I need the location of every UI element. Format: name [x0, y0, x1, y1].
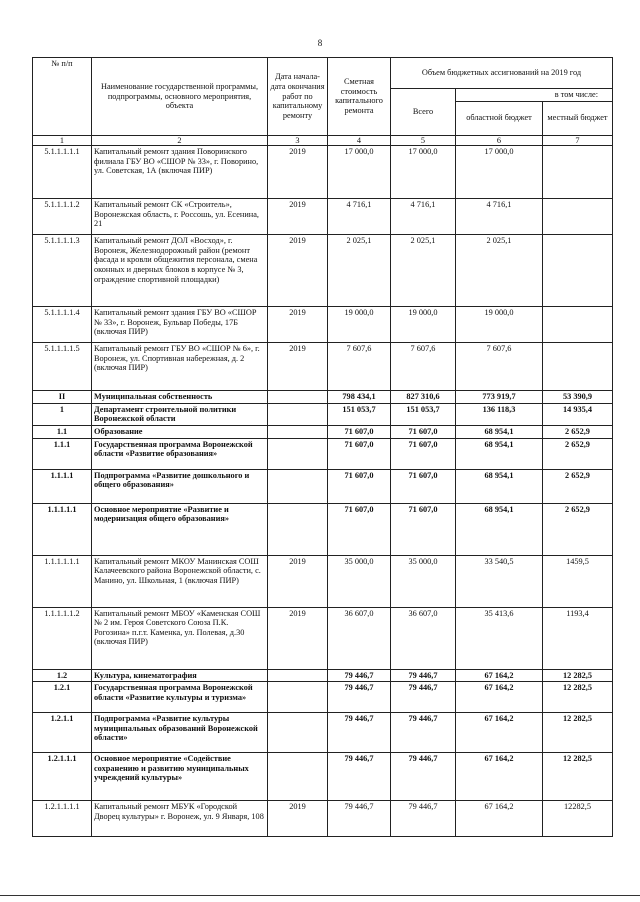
row-total: 7 607,6	[391, 343, 456, 391]
row-cost: 79 446,7	[328, 669, 391, 682]
row-name: Культура, кинематография	[92, 669, 268, 682]
table-row	[33, 503, 613, 555]
table-row	[33, 682, 613, 713]
row-regional: 68 954,1	[456, 503, 543, 555]
row-regional: 17 000,0	[456, 146, 543, 199]
row-num: 1.2.1.1	[33, 713, 92, 753]
row-num: 1.2.1.1.1.1	[33, 801, 92, 837]
table-row	[33, 199, 613, 235]
column-number: 5	[391, 135, 456, 146]
row-num: 1.1.1.1.1.2	[33, 607, 92, 669]
row-cost: 71 607,0	[328, 503, 391, 555]
row-num: 1.2.1.1.1	[33, 753, 92, 801]
row-regional: 68 954,1	[456, 425, 543, 438]
row-local: 12 282,5	[543, 753, 613, 801]
row-name: Капитальный ремонт здания ГБУ ВО «СШОР № 33», г. Воронеж, Бульвар Победы, 17Б (включая ПИР)	[92, 307, 268, 343]
row-total: 17 000,0	[391, 146, 456, 199]
column-number-row	[33, 135, 613, 146]
row-cost: 71 607,0	[328, 438, 391, 469]
row-name: Подпрограмма «Развитие культуры муниципальных образований Воронежской области»	[92, 713, 268, 753]
row-date: 2019	[268, 555, 328, 607]
row-num: II	[33, 391, 92, 404]
column-number: 7	[543, 135, 613, 146]
row-date: 2019	[268, 199, 328, 235]
table-row	[33, 713, 613, 753]
row-date: 2019	[268, 343, 328, 391]
row-cost: 79 446,7	[328, 801, 391, 837]
row-name: Капитальный ремонт МБОУ «Каменская СОШ № 2 им. Героя Советского Союза П.К. Рогозина» п.г.т. Каменка, ул. Полевая, д.30 (включая ПИР)	[92, 607, 268, 669]
table-row	[33, 235, 613, 307]
row-cost: 2 025,1	[328, 235, 391, 307]
row-total: 79 446,7	[391, 801, 456, 837]
row-cost: 36 607,0	[328, 607, 391, 669]
row-total: 151 053,7	[391, 403, 456, 425]
row-local: 1193,4	[543, 607, 613, 669]
row-regional: 136 118,3	[456, 403, 543, 425]
row-date	[268, 669, 328, 682]
row-name: Основное мероприятие «Содействие сохранению и развитию муниципальных учреждений культуры»	[92, 753, 268, 801]
header-num: № п/п	[33, 58, 92, 136]
row-num: 1.1.1.1.1	[33, 503, 92, 555]
row-local: 2 652,9	[543, 469, 613, 503]
row-name: Государственная программа Воронежской области «Развитие образования»	[92, 438, 268, 469]
table-row	[33, 307, 613, 343]
row-date	[268, 682, 328, 713]
row-cost: 79 446,7	[328, 753, 391, 801]
row-date: 2019	[268, 607, 328, 669]
table-row	[33, 753, 613, 801]
row-name: Капитальный ремонт ГБУ ВО «СШОР № 6», г. Воронеж, ул. Спортивная набережная, д. 2 (включая ПИР)	[92, 343, 268, 391]
row-regional: 7 607,6	[456, 343, 543, 391]
row-total: 35 000,0	[391, 555, 456, 607]
row-num: 5.1.1.1.1.4	[33, 307, 92, 343]
row-total: 79 446,7	[391, 669, 456, 682]
row-cost: 7 607,6	[328, 343, 391, 391]
row-cost: 17 000,0	[328, 146, 391, 199]
row-date	[268, 503, 328, 555]
row-local: 1459,5	[543, 555, 613, 607]
row-regional: 773 919,7	[456, 391, 543, 404]
row-regional: 67 164,2	[456, 682, 543, 713]
row-cost: 71 607,0	[328, 425, 391, 438]
row-date: 2019	[268, 146, 328, 199]
row-local	[543, 199, 613, 235]
row-total: 79 446,7	[391, 682, 456, 713]
row-name: Капитальный ремонт здания Поворинского филиала ГБУ ВО «СШОР № 33», г. Поворино, ул. Советская, 1А (включая ПИР)	[92, 146, 268, 199]
column-number: 4	[328, 135, 391, 146]
row-local: 12 282,5	[543, 669, 613, 682]
row-regional: 67 164,2	[456, 669, 543, 682]
row-num: 1.1	[33, 425, 92, 438]
row-total: 71 607,0	[391, 503, 456, 555]
row-local: 2 652,9	[543, 425, 613, 438]
row-local	[543, 343, 613, 391]
row-cost: 79 446,7	[328, 713, 391, 753]
table-row	[33, 669, 613, 682]
row-date	[268, 469, 328, 503]
row-num: 1.1.1.1	[33, 469, 92, 503]
row-name: Муниципальная собственность	[92, 391, 268, 404]
row-local: 53 390,9	[543, 391, 613, 404]
row-local: 12282,5	[543, 801, 613, 837]
table-row	[33, 801, 613, 837]
row-name: Капитальный ремонт МБУК «Городской Дворец культуры» г. Воронеж, ул. 9 Января, 108	[92, 801, 268, 837]
row-total: 2 025,1	[391, 235, 456, 307]
row-local: 12 282,5	[543, 682, 613, 713]
row-regional: 67 164,2	[456, 801, 543, 837]
row-local: 14 935,4	[543, 403, 613, 425]
table-row	[33, 425, 613, 438]
row-local	[543, 235, 613, 307]
row-name: Государственная программа Воронежской области «Развитие культуры и туризма»	[92, 682, 268, 713]
row-regional: 35 413,6	[456, 607, 543, 669]
column-number: 6	[456, 135, 543, 146]
row-regional: 2 025,1	[456, 235, 543, 307]
row-num: 5.1.1.1.1.3	[33, 235, 92, 307]
row-total: 71 607,0	[391, 425, 456, 438]
row-regional: 67 164,2	[456, 713, 543, 753]
table-row	[33, 607, 613, 669]
row-date: 2019	[268, 235, 328, 307]
row-local: 2 652,9	[543, 438, 613, 469]
row-regional: 68 954,1	[456, 438, 543, 469]
row-num: 5.1.1.1.1.1	[33, 146, 92, 199]
row-regional: 67 164,2	[456, 753, 543, 801]
table-row	[33, 391, 613, 404]
row-date	[268, 391, 328, 404]
table-row	[33, 343, 613, 391]
row-date	[268, 713, 328, 753]
header-cost: Сметная стоимость капитального ремонта	[328, 58, 391, 136]
header-volume: Объем бюджетных ассигнований на 2019 год	[391, 58, 613, 89]
header-name: Наименование государственной программы, подпрограммы, основного мероприятия, объекта	[92, 58, 268, 136]
table-row	[33, 438, 613, 469]
row-total: 4 716,1	[391, 199, 456, 235]
row-num: 5.1.1.1.1.2	[33, 199, 92, 235]
table-row	[33, 146, 613, 199]
row-regional: 4 716,1	[456, 199, 543, 235]
row-local: 12 282,5	[543, 713, 613, 753]
table-row	[33, 555, 613, 607]
row-name: Капитальный ремонт ДОЛ «Восход», г. Воронеж, Железнодорожный район (ремонт фасада и кровли общежития персонала, смена оконных и дверных блоков в корпусе № 3, ограждение спортивной площадки)	[92, 235, 268, 307]
table-row	[33, 469, 613, 503]
row-date	[268, 403, 328, 425]
row-regional: 68 954,1	[456, 469, 543, 503]
row-name: Капитальный ремонт МКОУ Манинская СОШ Калачеевского района Воронежской области, с. Манино, ул. Школьная, 1 (включая ПИР)	[92, 555, 268, 607]
row-name: Образование	[92, 425, 268, 438]
row-num: 1	[33, 403, 92, 425]
row-regional: 33 540,5	[456, 555, 543, 607]
row-name: Подпрограмма «Развитие дошкольного и общего образования»	[92, 469, 268, 503]
table-body	[33, 146, 613, 837]
row-local	[543, 146, 613, 199]
row-name: Департамент строительной политики Воронежской области	[92, 403, 268, 425]
row-local	[543, 307, 613, 343]
row-name: Основное мероприятие «Развитие и модернизация общего образования»	[92, 503, 268, 555]
row-num: 1.1.1	[33, 438, 92, 469]
row-total: 827 310,6	[391, 391, 456, 404]
row-cost: 71 607,0	[328, 469, 391, 503]
row-total: 19 000,0	[391, 307, 456, 343]
header-local: местный бюджет	[543, 101, 613, 135]
header-regional: областной бюджет	[456, 101, 543, 135]
row-regional: 19 000,0	[456, 307, 543, 343]
row-total: 79 446,7	[391, 713, 456, 753]
header-date: Дата начала-дата окончания работ по капитальному ремонту	[268, 58, 328, 136]
column-number: 2	[92, 135, 268, 146]
row-total: 79 446,7	[391, 753, 456, 801]
row-num: 1.2	[33, 669, 92, 682]
row-cost: 151 053,7	[328, 403, 391, 425]
row-cost: 79 446,7	[328, 682, 391, 713]
table-row	[33, 403, 613, 425]
row-date: 2019	[268, 307, 328, 343]
header-incl: в том числе:	[456, 89, 613, 102]
row-total: 36 607,0	[391, 607, 456, 669]
column-number: 1	[33, 135, 92, 146]
row-date	[268, 425, 328, 438]
row-num: 1.1.1.1.1.1	[33, 555, 92, 607]
row-date	[268, 753, 328, 801]
column-number: 3	[268, 135, 328, 146]
row-num: 5.1.1.1.1.5	[33, 343, 92, 391]
row-date: 2019	[268, 801, 328, 837]
budget-table	[32, 57, 613, 837]
row-cost: 4 716,1	[328, 199, 391, 235]
row-total: 71 607,0	[391, 438, 456, 469]
row-cost: 35 000,0	[328, 555, 391, 607]
row-date	[268, 438, 328, 469]
row-local: 2 652,9	[543, 503, 613, 555]
page-bottom-divider	[0, 895, 640, 896]
row-num: 1.2.1	[33, 682, 92, 713]
page-number: 8	[317, 38, 323, 48]
row-cost: 19 000,0	[328, 307, 391, 343]
row-cost: 798 434,1	[328, 391, 391, 404]
header-total: Всего	[391, 89, 456, 136]
row-total: 71 607,0	[391, 469, 456, 503]
row-name: Капитальный ремонт СК «Строитель», Воронежская область, г. Россошь, ул. Есенина, 21	[92, 199, 268, 235]
